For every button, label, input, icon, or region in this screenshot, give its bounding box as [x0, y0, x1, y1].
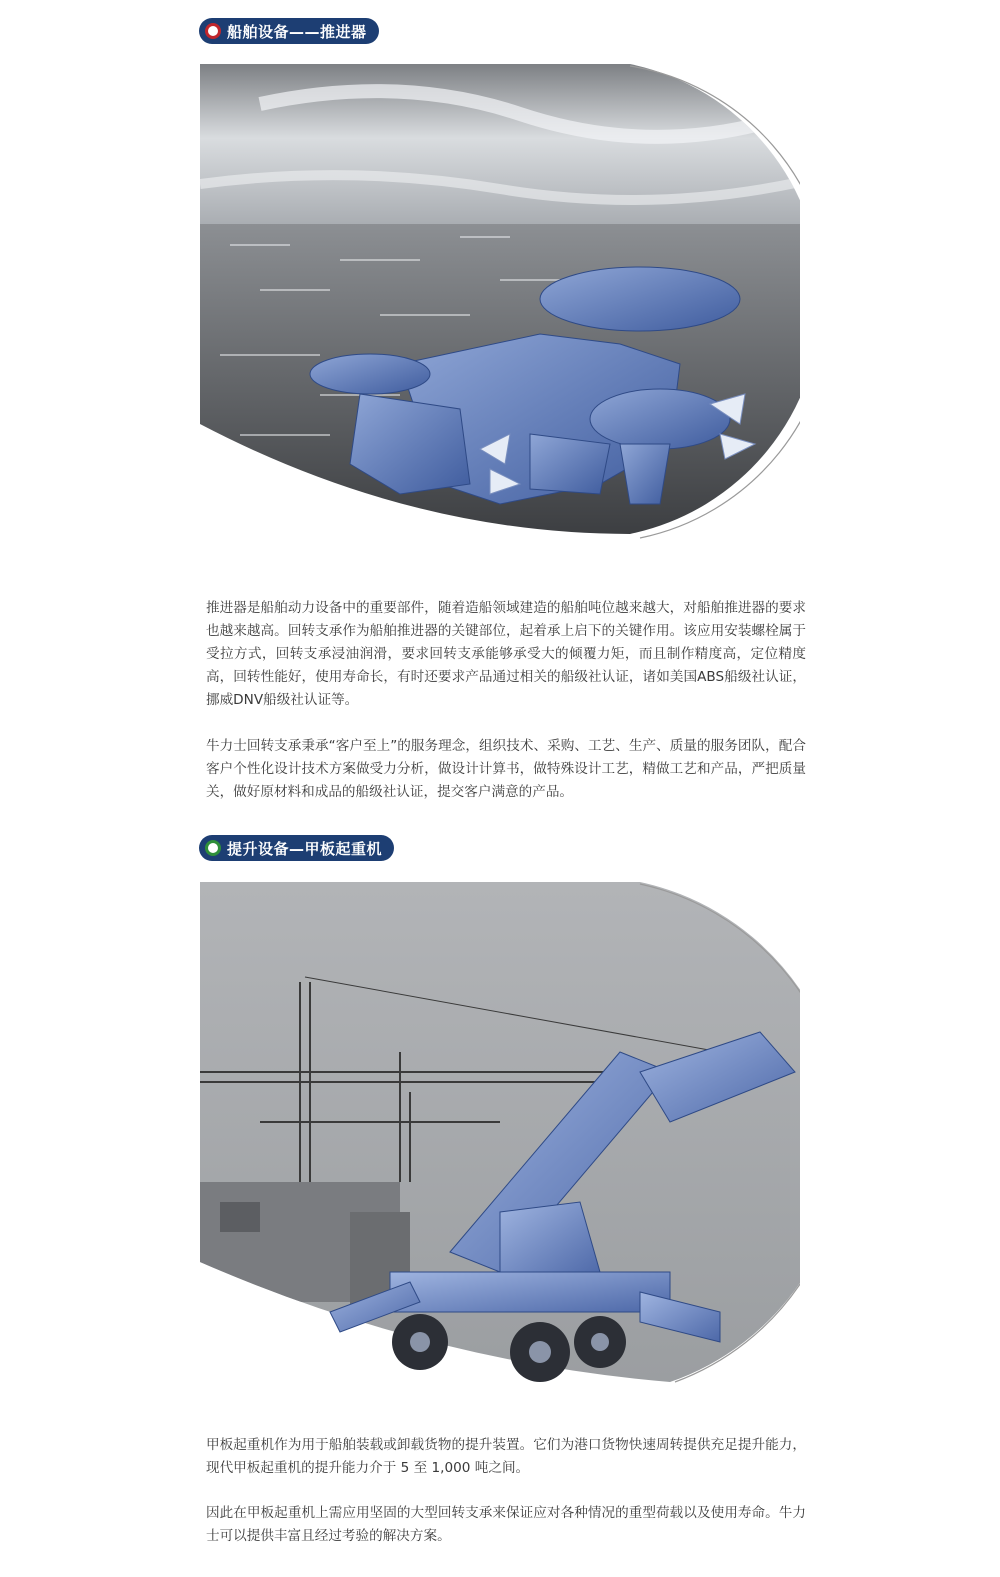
crane-solution-paragraph: 因此在甲板起重机上需应用坚固的大型回转支承来保证应对各种情况的重型荷载以及使用寿命。牛力士可以提供丰富且经过考验的解决方案。	[206, 1505, 806, 1544]
red-ring-icon	[205, 23, 221, 39]
deck-crane-photo	[200, 882, 800, 1402]
thruster-service-paragraph: 牛力士回转支承秉承“客户至上”的服务理念，组织技术、采购、工艺、生产、质量的服务团队，配合客户个性化设计技术方案做受力分析，做设计计算书，做特殊设计工艺，精做工艺和产品，严把质量关，做好原材料和成品的船级社认证，提交客户满意的产品。	[206, 738, 806, 800]
crane-intro-paragraph: 甲板起重机作为用于船舶装载或卸载货物的提升装置。它们为港口货物快速周转提供充足提升能力，现代甲板起重机的提升能力介于 5 至 1,000 吨之间。	[206, 1437, 806, 1476]
section-tag-marine-thruster	[199, 18, 379, 44]
thruster-intro-paragraph: 推进器是船舶动力设备中的重要部件，随着造船领域建造的船舶吨位越来越大，对船舶推进器的要求也越来越高。回转支承作为船舶推进器的关键部位，起着承上启下的关键作用。该应用安装螺栓属于受拉方式，回转支承浸油润滑，要求回转支承能够承受大的倾覆力矩，而且制作精度高，定位精度高，回转性能好，使用寿命长，有时还要求产品通过相关的船级社认证，诸如美国ABS船级社认证，挪威DNV船级社认证等。	[206, 600, 806, 708]
section-tag-deck-crane	[199, 835, 394, 861]
section-tag-label: 船舶设备——推进器	[227, 22, 367, 41]
ship-thruster-photo	[200, 64, 800, 544]
green-ring-icon	[205, 840, 221, 856]
section-tag-label: 提升设备—甲板起重机	[227, 839, 383, 858]
